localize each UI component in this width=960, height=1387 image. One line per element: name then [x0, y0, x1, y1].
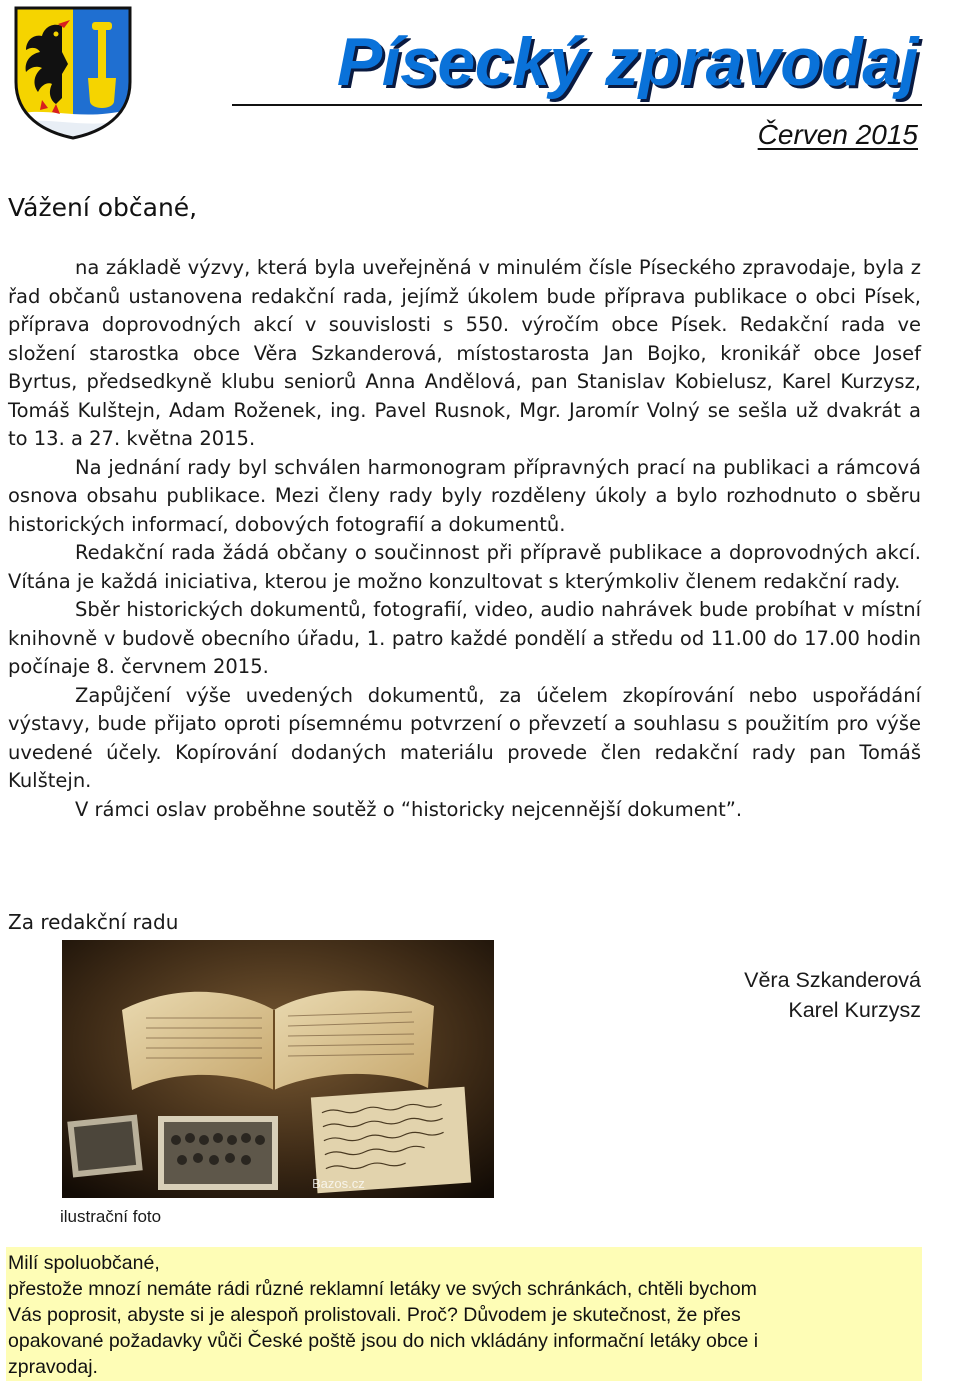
greeting-heading: Vážení občané, [8, 193, 198, 222]
notice-line: opakované požadavky vůči České poště jsou do nich vkládány informační letáky obce i [8, 1330, 759, 1352]
signature-names [744, 965, 921, 1025]
issue-date: Červen 2015 [757, 119, 918, 150]
article-paragraph: V rámci oslav proběhne soutěž o “historicky nejcennější dokument”. [75, 797, 743, 821]
article-paragraph: Na jednání rady byl schválen harmonogram přípravných prací na publikaci a rámcová osnova obsahu publikace. Mezi členy rady byly rozděleny úkoly a bylo rozhodnuto o sběru historických informací, dobových fotografií a dokumentů. [8, 455, 921, 536]
article-paragraph: Sběr historických dokumentů, fotografií, video, audio nahrávek bude probíhat v místní knihovně v budově obecního úřadu, 1. patro každé pondělí a středu od 11.00 do 17.00 hodin počínaje 8. červnem 2015. [8, 598, 921, 678]
notice-line: Vás poprosit, abyste si je alespoň prolistovali. Proč? Důvodem je skutečnost, že přes [8, 1304, 741, 1326]
masthead-divider [232, 104, 922, 106]
newsletter-title: Písecký zpravodaj [336, 24, 918, 100]
notice-line: zpravodaj. [8, 1356, 98, 1378]
notice-line: Milí spoluobčané, [8, 1252, 160, 1274]
signature-label: Za redakční radu [8, 910, 179, 934]
notice-line: přestože mnozí nemáte rádi různé reklamní letáky ve svých schránkách, chtěli bychom [8, 1278, 757, 1300]
article-paragraph: na základě výzvy, která byla uveřejněná v minulém čísle Píseckého zpravodaje, byla z řad občanů ustanovena redakční rada, jejímž úkolem bude příprava publikace o obci Písek, příprava doprovodných akcí v souvislosti s 550. výročím obce Písek. Redakční rada ve složení starostka obce Věra Szkanderová, místostarosta Jan Bojko, kronikář obce Josef Byrtus, předsedkyně klubu seniorů Anna Andělová, pan Stanislav Kobielusz, Karel Kurzysz, Tomáš Kulštejn, Adam Roženek, ing. Pavel Rusnok, Mgr. Jaromír Volný se sešla už dvakrát a to 13. a 27. května 2015. [8, 256, 921, 450]
article-body [8, 254, 921, 824]
notice-box [6, 1247, 922, 1381]
article-paragraph: Redakční rada žádá občany o součinnost při přípravě publikace a doprovodných akcí. Vítána je každá iniciativa, kterou je možno konzultovat s kterýmkoliv členem redakční rady. [8, 541, 921, 593]
photo-watermark: Bazos.cz [312, 1176, 365, 1191]
signature-name: Věra Szkanderová [744, 968, 921, 992]
old-photograph-icon [158, 1116, 278, 1190]
article-paragraph: Zapůjčení výše uvedených dokumentů, za účelem zkopírování nebo uspořádání výstavy, bude přijato oproti písemnému potvrzení o převzetí a souhlasu s použitím pro výše uvedené účely. Kopírování dodaných materiálu provede člen redakční rady pan Tomáš Kulštejn. [8, 683, 921, 792]
coat-of-arms-icon [12, 4, 134, 140]
photo-caption: ilustrační foto [60, 1207, 162, 1226]
signature-name: Karel Kurzysz [788, 998, 921, 1022]
illustration-photo [62, 940, 494, 1198]
